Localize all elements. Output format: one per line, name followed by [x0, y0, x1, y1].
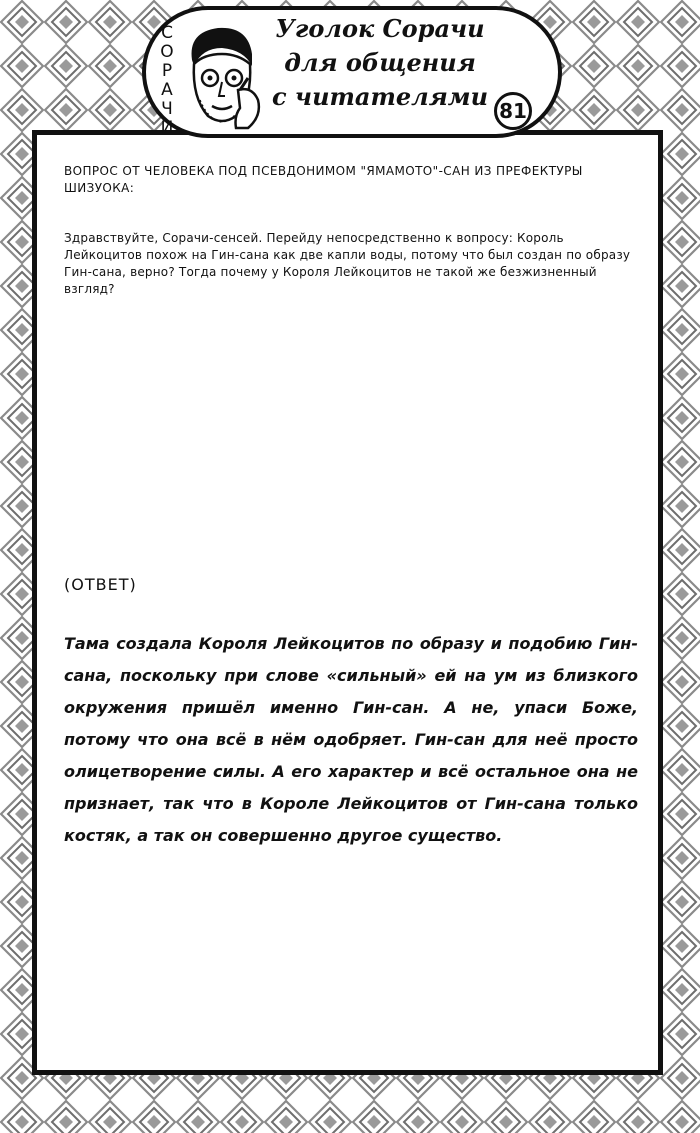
- vertical-name-letter: Ч: [161, 99, 173, 119]
- author-vertical-name: [154, 24, 180, 138]
- author-portrait-icon: [178, 20, 264, 132]
- title-line: Уголок Сорачи: [275, 14, 485, 43]
- question-header: ВОПРОС ОТ ЧЕЛОВЕКА ПОД ПСЕВДОНИМОМ "ЯМАМОТО"-САН ИЗ ПРЕФЕКТУРЫ ШИЗУОКА:: [64, 164, 583, 195]
- vertical-name-letter: С: [161, 23, 173, 43]
- title-line: с читателями: [271, 82, 489, 111]
- vertical-name-letter: И: [160, 118, 174, 138]
- author-avatar: [178, 20, 264, 132]
- vertical-name-letter: Р: [161, 61, 173, 81]
- issue-number-badge: 81: [494, 92, 532, 130]
- page-title: [255, 12, 505, 114]
- vertical-name-letter: А: [161, 80, 173, 100]
- answer-body: Тама создала Короля Лейкоцитов по образу и подобию Гин-сана, поскольку при слове «сильный» ей на ум из близкого окружения пришёл именно Гин-сан. А не, упаси Боже, потому что она всё в нём одобряет. Гин-сан для неё просто олицетворение силы. А его характер и всё остальное она не признает, так что в Короле Лейкоцитов от Гин-сана только костяк, а так он совершенно другое существо.: [64, 634, 638, 845]
- vertical-name-letter: О: [160, 42, 174, 62]
- title-line: для общения: [284, 48, 476, 77]
- question-body: Здравствуйте, Сорачи-сенсей. Перейду непосредственно к вопросу: Король Лейкоцитов похож на Гин-сана как две капли воды, потому что был создан по образу Гин-сана, верно? Тогда почему у Короля Лейкоцитов не такой же безжизненный взгляд?: [64, 231, 631, 296]
- answer-label: (ОТВЕТ): [64, 575, 137, 594]
